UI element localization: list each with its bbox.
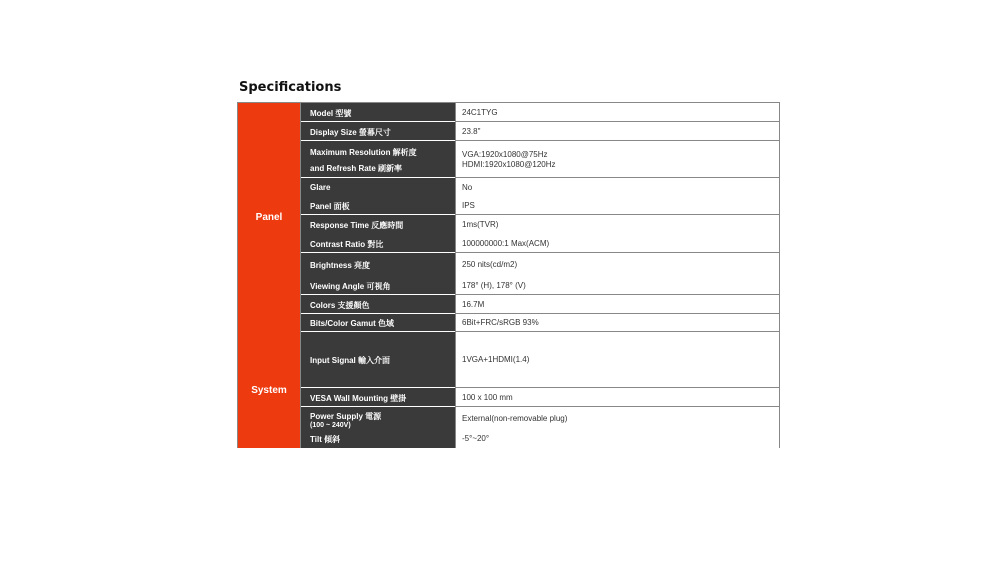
- spec-label: Power Supply 電源: [310, 412, 382, 421]
- spec-label-cell: [301, 407, 455, 448]
- spec-value: 178° (H), 178° (V): [462, 281, 526, 290]
- spec-label: Glare: [310, 183, 331, 192]
- spec-label: Display Size 螢幕尺寸: [310, 128, 391, 137]
- spec-value: 6Bit+FRC/sRGB 93%: [462, 318, 539, 327]
- spec-label-cell: [301, 253, 455, 295]
- spec-value: -5°~20°: [462, 434, 490, 443]
- spec-value: 24C1TYG: [462, 108, 498, 117]
- spec-label-cell: [301, 388, 455, 407]
- spec-value-cell: [455, 388, 779, 407]
- spec-value: IPS: [462, 201, 475, 210]
- spec-label-cell: [301, 295, 455, 314]
- spec-label: (100 ~ 240V): [310, 422, 351, 429]
- spec-value: HDMI:1920x1080@120Hz: [462, 160, 556, 169]
- spec-value-cell: [455, 332, 779, 388]
- spec-value-cell: [455, 407, 779, 448]
- spec-label: Panel 面板: [310, 202, 350, 211]
- spec-value: 23.8": [462, 127, 481, 136]
- spec-label: Model 型號: [310, 109, 352, 118]
- spec-label: VESA Wall Mounting 壁掛: [310, 394, 407, 403]
- spec-label: Brightness 亮度: [310, 261, 371, 270]
- spec-label: Input Signal 輸入介面: [310, 356, 390, 365]
- spec-value: 1ms(TVR): [462, 220, 499, 229]
- section-system-cell: [238, 332, 301, 448]
- spec-label: Bits/Color Gamut 色域: [310, 319, 395, 328]
- spec-label-cell: [301, 215, 455, 253]
- spec-value: 250 nits(cd/m2): [462, 260, 518, 269]
- spec-value: 1VGA+1HDMI(1.4): [462, 355, 530, 364]
- spec-value-cell: [455, 295, 779, 314]
- spec-label-cell: [301, 332, 455, 388]
- spec-label: Response Time 反應時間: [310, 221, 404, 230]
- spec-label-cell: [301, 103, 455, 122]
- spec-value-cell: [455, 122, 779, 141]
- spec-label: Viewing Angle 可視角: [310, 282, 391, 291]
- spec-value: No: [462, 183, 473, 192]
- spec-label: Tilt 傾斜: [310, 435, 341, 444]
- spec-value-cell: [455, 314, 779, 332]
- spec-label: Contrast Ratio 對比: [310, 240, 384, 249]
- section-panel-label: Panel: [255, 212, 283, 223]
- section-system-label: System: [251, 384, 287, 396]
- spec-label-cell: [301, 122, 455, 141]
- specifications-table: [237, 102, 780, 448]
- section-panel-cell: [238, 103, 301, 332]
- spec-label-cell: [301, 314, 455, 332]
- spec-label: Maximum Resolution 解析度: [310, 148, 417, 157]
- spec-value-cell: [455, 215, 779, 253]
- spec-value: 100000000:1 Max(ACM): [462, 239, 550, 248]
- spec-label: and Refresh Rate 刷新率: [310, 164, 403, 173]
- spec-value-cell: [455, 253, 779, 295]
- spec-value-cell: [455, 141, 779, 178]
- spec-value: 100 x 100 mm: [462, 393, 513, 402]
- page-title: Specifications: [239, 80, 342, 95]
- spec-value-cell: [455, 178, 779, 215]
- spec-value-cell: [455, 103, 779, 122]
- spec-value: External(non-removable plug): [462, 414, 568, 423]
- spec-label-cell: [301, 141, 455, 178]
- spec-value: VGA:1920x1080@75Hz: [462, 150, 548, 159]
- spec-label: Colors 支援顏色: [310, 301, 370, 310]
- spec-label-cell: [301, 178, 455, 215]
- spec-value: 16.7M: [462, 300, 485, 309]
